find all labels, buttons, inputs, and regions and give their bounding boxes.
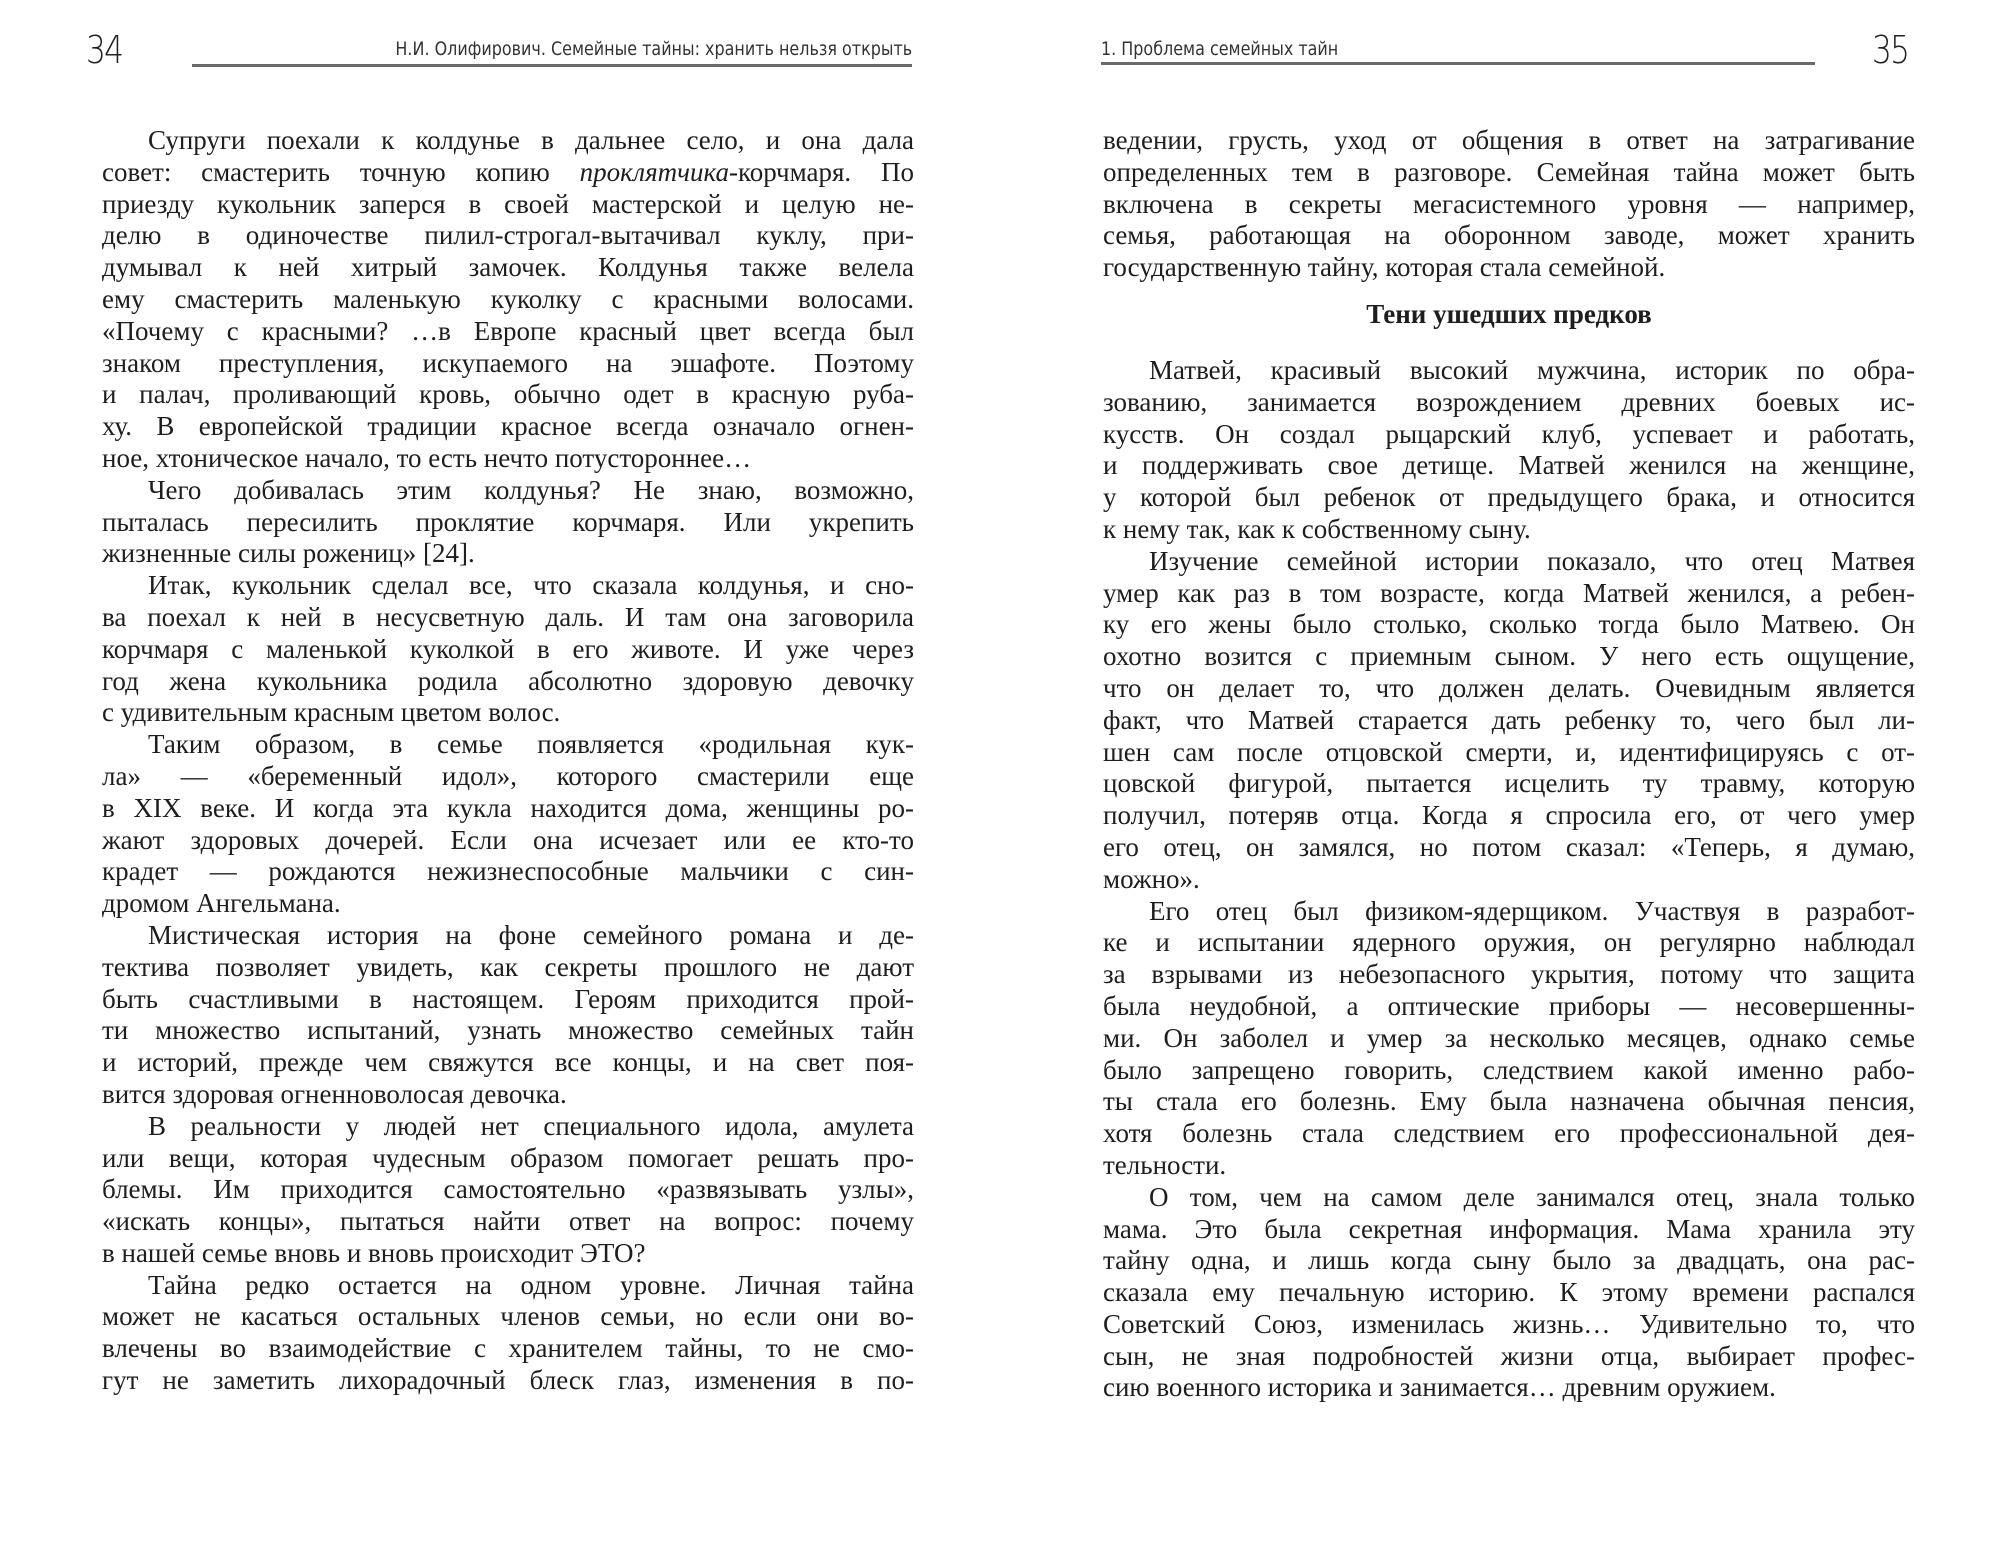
text-line: Итак, кукольник сделал все, что сказала колдунья, и сно- (148, 570, 914, 601)
text-line: у которой был ребенок от предыдущего брака, и относится (1103, 482, 1915, 513)
text-line: ва поехал к ней в несусветную даль. И там она заговорила (102, 601, 914, 632)
text-line: за взрывами из небезопасного укрытия, потому что защита (1103, 959, 1915, 990)
text-line: Таким образом, в семье появляется «родильная кук- (148, 729, 914, 760)
text-line: делю в одиночестве пилил-строгал-вытачивал куклу, при- (102, 220, 914, 251)
text-line: в XIX веке. И когда эта кукла находится дома, женщины ро- (102, 792, 914, 823)
text-line: думывал к ней хитрый замочек. Колдунья также велела (102, 252, 914, 283)
text-line: можно». (1103, 863, 1200, 894)
text-line: Его отец был физиком-ядерщиком. Участвуя в разработ- (1149, 895, 1915, 926)
text-line: включена в секреты мегасистемного уровня — например, (1103, 188, 1915, 219)
text-line: жают здоровых дочерей. Если она исчезает или ее кто-то (102, 824, 914, 855)
text-line: знаком преступления, искупаемого на эшафоте. Поэтому (102, 347, 914, 378)
text-line: государственную тайну, которая стала семейной. (1103, 252, 1666, 283)
text-line: получил, потеряв отца. Когда я спросила его, от чего умер (1103, 800, 1915, 831)
paragraph (102, 729, 914, 920)
text-line: мама. Это была секретная информация. Мама хранила эту (1103, 1213, 1915, 1244)
text-line: ведении, грусть, уход от общения в ответ на затрагивание (1103, 125, 1915, 155)
text-line: сын, не зная подробностей жизни отца, выбирает профес- (1103, 1340, 1915, 1371)
text-line: ты стала его болезнь. Ему была назначена обычная пенсия, (1103, 1086, 1915, 1117)
text-line: дромом Ангельмана. (102, 888, 341, 919)
text-line: шен сам после отцовской смерти, и, идентифицируясь с от- (1103, 736, 1915, 767)
text-line: семья, работающая на оборонном заводе, может хранить (1103, 220, 1915, 251)
paragraph (1103, 125, 1915, 284)
text-line: Тайна редко остается на одном уровне. Личная тайна (148, 1269, 914, 1300)
text-line: сказала ему печальную историю. К этому времени распался (1103, 1277, 1915, 1308)
text-line: и поддерживать свое детище. Матвей женился на женщине, (1103, 450, 1915, 481)
text-line: вится здоровая огненноволосая девочка. (102, 1078, 567, 1109)
paragraph (102, 125, 914, 475)
text-line: что он делает то, что должен делать. Очевидным является (1103, 672, 1915, 703)
text-line: зованию, занимается возрождением древних боевых ис- (1103, 386, 1915, 417)
text-line: может не касаться остальных членов семьи, но если они во- (102, 1301, 914, 1332)
text-line: В реальности у людей нет специального идола, амулета (148, 1110, 914, 1141)
text-line: приезду кукольник заперся в своей мастерской и целую не- (102, 188, 914, 219)
text-segment: -корчмаря. По (728, 156, 914, 187)
text-line: определенных тем в разговоре. Семейная тайна может быть (1103, 156, 1915, 187)
text-line: ке и испытании ядерного оружия, он регулярно наблюдал (1103, 927, 1915, 958)
paragraph (102, 1111, 914, 1270)
left-page-body (102, 125, 914, 1397)
text-line: была неудобной, а оптические приборы — несовершенны- (1103, 990, 1915, 1021)
paragraph (1103, 546, 1915, 896)
running-head-right: 1. Проблема семейных тайн (1101, 38, 1339, 60)
text-line: ему смастерить маленькую куколку с красными волосами. (102, 283, 914, 314)
text-line: ку его жены было столько, сколько тогда было Матвею. Он (1103, 609, 1915, 640)
text-line: ла» — «беременный идол», которого смастерили еще (102, 760, 914, 791)
text-line: его отец, он замялся, но потом сказал: «Теперь, я думаю, (1103, 831, 1915, 862)
text-line: тайну одна, и лишь когда сыну было за двадцать, она рас- (1103, 1245, 1915, 1276)
text-line: с удивительным красным цветом волос. (102, 697, 561, 728)
text-line: или вещи, которая чудесным образом помогает решать про- (102, 1142, 914, 1173)
text-line: Изучение семейной истории показало, что отец Матвея (1149, 545, 1915, 576)
text-line: тектива позволяет увидеть, как секреты прошлого не дают (102, 951, 914, 982)
text-line: Советский Союз, изменилась жизнь… Удивительно то, что (1103, 1308, 1915, 1339)
text-line: ти множество испытаний, узнать множество семейных тайн (102, 1015, 914, 1046)
paragraph (102, 570, 914, 729)
text-line: быть счастливыми в настоящем. Героям приходится прой- (102, 983, 914, 1014)
text-line: корчмаря с маленькой куколкой в его животе. И уже через (102, 633, 914, 664)
text-line: гут не заметить лихорадочный блеск глаз, изменения в по- (102, 1365, 914, 1396)
paragraph (1103, 896, 1915, 1182)
text-line: охотно возится с приемным сыном. У него есть ощущение, (1103, 641, 1915, 672)
text-line: год жена кукольника родила абсолютно здоровую девочку (102, 665, 914, 696)
text-line: хотя болезнь стала следствием его профессиональной дея- (1103, 1118, 1915, 1149)
text-line: было запрещено говорить, следствием какой именно рабо- (1103, 1054, 1915, 1085)
text-line: цовской фигурой, пытается исцелить ту травму, которую (1103, 768, 1915, 799)
header-rule-left (192, 64, 912, 67)
text-line: ное, хтоническое начало, то есть нечто потустороннее… (102, 442, 752, 473)
text-line: Супруги поехали к колдунье в дальнее село, и она дала (148, 125, 914, 155)
text-line: блемы. Им приходится самостоятельно «развязывать узлы», (102, 1174, 914, 1205)
text-line: О том, чем на самом деле занимался отец, знала только (1149, 1181, 1915, 1212)
text-line: в нашей семье вновь и вновь происходит ЭТО? (102, 1237, 646, 1268)
text-line: «искать концы», пытаться найти ответ на вопрос: почему (102, 1206, 914, 1237)
text-line: ми. Он заболел и умер за несколько месяцев, однако семье (1103, 1022, 1915, 1053)
paragraph (102, 1270, 914, 1397)
text-line: и палач, проливающий кровь, обычно одет в красную руба- (102, 379, 914, 410)
text-line: жизненные силы рожениц» [24]. (102, 538, 475, 569)
text-line: и историй, прежде чем свяжутся все концы, и на свет поя- (102, 1047, 914, 1078)
text-line: факт, что Матвей старается дать ребенку то, чего был ли- (1103, 704, 1915, 735)
text-line: пыталась пересилить проклятие корчмаря. Или укрепить (102, 506, 914, 537)
running-head-left: Н.И. Олифирович. Семейные тайны: хранить нельзя открыть (395, 38, 912, 60)
text-line: тельности. (1103, 1149, 1227, 1180)
paragraph (1103, 1182, 1915, 1405)
paragraph (102, 475, 914, 570)
section-heading: Тени ушедших предков (1366, 298, 1652, 329)
text-line: сию военного историка и занимается… древним оружием. (1103, 1372, 1776, 1403)
text-line: к нему так, как к собственному сыну. (1103, 513, 1531, 544)
text-line: Чего добивалась этим колдунья? Не знаю, возможно, (148, 474, 914, 505)
page-number-left: 34 (86, 28, 123, 72)
text-line: влечены во взаимодействие с хранителем тайны, то не смо- (102, 1333, 914, 1364)
text-line: кусств. Он создал рыцарский клуб, успевает и работать, (1103, 418, 1915, 449)
text-line: ху. В европейской традиции красное всегда означало огнен- (102, 411, 914, 442)
text-line: Мистическая история на фоне семейного романа и де- (148, 919, 914, 950)
text-segment: совет: смастерить точную копию (102, 156, 580, 187)
right-page-body (1103, 125, 1915, 1404)
text-line: умер как раз в том возрасте, когда Матвей женился, а ребен- (1103, 577, 1915, 608)
text-line (102, 157, 914, 189)
paragraph (1103, 355, 1915, 546)
text-line: «Почему с красными? …в Европе красный цвет всегда был (102, 315, 914, 346)
text-line: Матвей, красивый высокий мужчина, историк по обра- (1149, 354, 1915, 385)
page-number-right: 35 (1872, 28, 1909, 72)
header-rule-right (1101, 62, 1815, 65)
paragraph (102, 920, 914, 1111)
text-line: крадет — рождаются нежизнеспособные мальчики с син- (102, 856, 914, 887)
italic-term: проклятчика (579, 156, 729, 187)
